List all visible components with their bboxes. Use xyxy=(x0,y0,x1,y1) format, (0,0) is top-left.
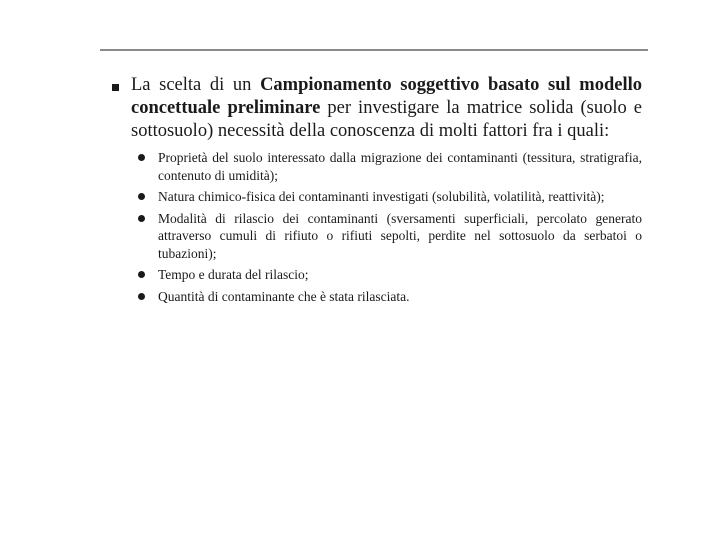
list-item xyxy=(138,188,642,206)
main-text-rest: per investigare la matrice solida (suolo e sottosuolo) necessità della conoscenza di molti fattori fra i quali: xyxy=(131,98,642,141)
list-item-text: Tempo e durata del rilascio; xyxy=(158,267,309,282)
list-item xyxy=(138,288,642,306)
list-item-text: Natura chimico-fisica dei contaminanti investigati (solubilità, volatilità, reattività); xyxy=(158,189,605,204)
list-item xyxy=(138,210,642,263)
list-item-text: Proprietà del suolo interessato dalla migrazione dei contaminanti (tessitura, stratigrafia, contenuto di umidità); xyxy=(158,150,642,183)
round-bullet-icon xyxy=(138,193,145,200)
slide-content xyxy=(112,74,642,321)
main-bullet-text xyxy=(131,74,642,143)
list-item xyxy=(138,266,642,284)
list-item-text: Modalità di rilascio dei contaminanti (sversamenti superficiali, percolato generato attraverso cumuli di rifiuto o rifiuti sepolti, perdite nel sottosuolo da serbatoi o tubazioni); xyxy=(158,210,642,261)
list-item-text: Quantità di contaminante che è stata rilasciata. xyxy=(158,288,410,304)
header-divider-line xyxy=(100,49,648,51)
main-bullet-item xyxy=(112,74,642,143)
round-bullet-icon xyxy=(138,293,145,300)
square-bullet-icon xyxy=(112,84,119,91)
main-text-bold: Campionamento soggettivo basato sul modello concettuale preliminare xyxy=(131,75,643,118)
round-bullet-icon xyxy=(138,154,145,161)
sub-bullet-list xyxy=(138,149,642,305)
round-bullet-icon xyxy=(138,215,145,222)
main-text-intro: La scelta di un xyxy=(131,75,261,95)
list-item xyxy=(138,149,642,184)
round-bullet-icon xyxy=(138,271,145,278)
